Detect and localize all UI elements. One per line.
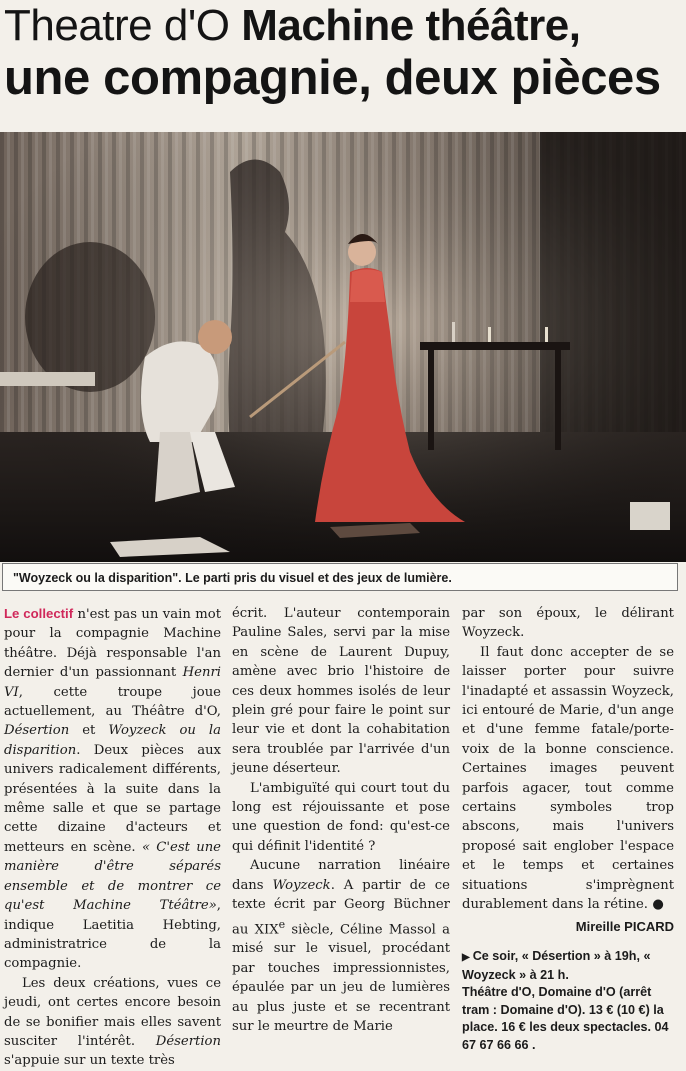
stage-photo-illustration: [0, 132, 686, 562]
superscript-run: e: [278, 917, 286, 931]
info-showtimes: Ce soir, « Désertion » à 19h, « Woyzeck » à 21 h.: [462, 948, 651, 982]
text-run: Les deux créations, vues ce jeudi, ont certes encore besoin de se bonifier mais elles savent susciter l'intérêt.: [4, 975, 221, 1049]
text-run: . A partir de ce texte écrit par Georg Büchner au XIX: [232, 877, 450, 937]
text-run: n'est pas un vain mot pour la compagnie Machine théâtre. Déjà responsable l'an dernier d'un passionnant: [4, 607, 221, 681]
rubric-label: Theatre d'O: [4, 1, 230, 50]
italic-run: Woyzeck ou la disparition: [4, 723, 221, 758]
text-run: , indique Laetitia Hebting, administratrice de la compagnie.: [4, 898, 221, 972]
text-run: s'appuie sur un texte très: [4, 1053, 175, 1069]
text-run: siècle, Céline Massol a misé sur le visuel, procédant par touches impressionnistes, épaulée par un jeu de lumières au plus juste et se recentrant sur le meurtre de Marie: [232, 921, 450, 1034]
text-run: , cette troupe joue actuellement, au Théâtre d'O,: [4, 684, 221, 720]
paragraph: écrit. L'auteur contemporain Pauline Sales, servi par la mise en scène de Laurent Dupuy, amène avec brio l'histoire de ces deux hommes isolés de leur plein gré pour faire le point sur leur vie et dont la cohabitation sera troublée par l'arrivée d'un jeune déserteur.: [232, 606, 450, 777]
info-line-2: Théâtre d'O, Domaine d'O (arrêt tram : Domaine d'O). 13 € (10 €) la place. 16 € les deux spectacles. 04 67 67 66 66 .: [462, 985, 669, 1052]
photo-caption: "Woyzeck ou la disparition". Le parti pris du visuel et des jeux de lumière.: [2, 563, 678, 591]
headline: [4, 1, 684, 105]
text-run: et: [69, 723, 109, 739]
headline-line-1: [4, 1, 684, 50]
paragraph: [4, 974, 221, 1071]
headline-title-part-2: une compagnie, deux pièces: [4, 51, 661, 105]
quote-run: « C'est une manière d'être séparés ensemble et de montrer ce qu'est Machine Ttéâtre»: [4, 839, 221, 914]
info-line-1: [462, 948, 674, 984]
stage-photo: [0, 132, 686, 562]
italic-run: Désertion: [4, 723, 70, 739]
italic-run: Woyzeck: [272, 877, 331, 893]
paragraph: L'ambiguïté qui court tout du long est réjouissante et pose une question de fond: qu'est-ce qui définit l'identité ?: [232, 780, 450, 854]
author-signature: Mireille PICARD: [575, 918, 674, 934]
text-run: Aucune narration linéaire dans: [232, 858, 450, 893]
italic-run: Désertion: [155, 1033, 221, 1049]
article-column-3: [462, 604, 674, 1054]
lead-word: Le collectif: [4, 606, 74, 621]
paragraph: [4, 604, 221, 974]
paragraph: Il faut donc accepter de se laisser porter pour suivre l'inadapté et assassin Woyzeck, ici entouré de Marie, d'un ange et d'une femme fatale/porte-voix de la bonne conscience. Certaines images peuvent parfois agacer, tout comme certains symboles trop abscons, mais l'univers proposé sait englober l'espace et le temps et certaines situations s'imprègnent durablement dans la rétine. ●: [462, 644, 674, 913]
article-column-2: [232, 604, 450, 1036]
paragraph: par son époux, le délirant Woyzeck.: [462, 606, 674, 641]
paragraph: [232, 856, 450, 1036]
italic-run: Henri VI: [4, 665, 221, 700]
headline-title-part-1: Machine théâtre,: [241, 1, 581, 50]
triangle-bullet-icon: ▶: [462, 951, 470, 963]
text-run: . Deux pièces aux univers radicalement différents, présentées à la suite dans la même salle et que se partage cette dizaine d'acteurs et metteurs en scène.: [4, 742, 221, 855]
info-box: [462, 948, 674, 1055]
article-column-1: [4, 604, 221, 1071]
